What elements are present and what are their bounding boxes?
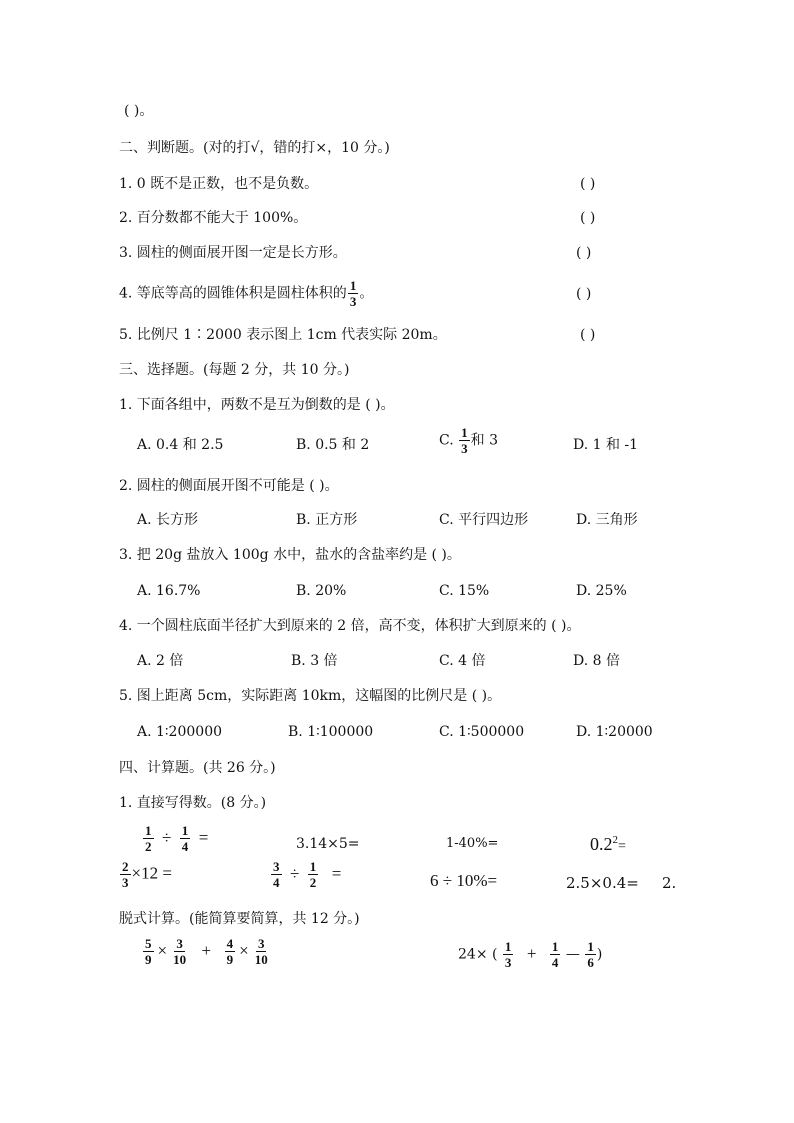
fraction: $\frac{1}{4}$ [181,823,189,854]
calc-r1-e1: $\frac{1}{2}$ ÷ $\frac{1}{4}$ = [145,823,209,854]
calc-r1-e3: 1-40%= [446,836,499,851]
choice-q2-d[interactable]: D. 三角形 [576,512,638,528]
calc-r1-e4: $0.2^2=$ [590,834,626,854]
choice-q3-b[interactable]: B. 20% [296,583,347,599]
choice-q3-d[interactable]: D. 25% [576,583,627,599]
choice-q5-b[interactable]: B. 1∶100000 [288,724,374,740]
fraction: $\frac{1}{3}$ [349,278,357,309]
choice-q4-a[interactable]: A. 2 倍 [137,653,184,669]
fraction: $\frac{1}{3}$ [461,425,468,456]
fraction: $\frac{2}{3}$ [122,859,129,890]
judge-item-3: 3. 圆柱的侧面展开图一定是长方形。 [119,245,347,261]
choice-q1-a[interactable]: A. 0.4 和 2.5 [137,437,224,453]
choice-q5-c[interactable]: C. 1∶500000 [439,724,525,740]
choice-q4-stem: 4. 一个圆柱底面半径扩大到原来的 2 倍，高不变，体积扩大到原来的 ( )。 [119,618,581,634]
calc-r3-a: $\frac{5}{9}$ × $\frac{3}{10}$ + $\frac{4}{9}$ × $\frac{3}{10}$ [145,936,268,967]
answer-paren-end: ( )。 [124,103,154,119]
judge-item-2: 2. 百分数都不能大于 100%。 [119,210,308,226]
choice-q2-a[interactable]: A. 长方形 [137,512,199,528]
choice-q4-c[interactable]: C. 4 倍 [439,653,486,669]
judge-item-5: 5. 比例尺 1∶2000 表示图上 1cm 代表实际 20m。 [119,327,447,343]
fraction: $\frac{1}{2}$ [145,823,152,854]
judge-item-4-end: 。 [359,285,374,302]
choice-q2-stem: 2. 圆柱的侧面展开图不可能是 ( )。 [119,478,339,494]
fraction: $\frac{3}{10}$ [173,936,187,967]
calc-sub1-heading: 1. 直接写得数。(8 分。) [119,795,267,811]
fraction: $\frac{3}{4}$ [273,859,280,890]
choice-q1-d[interactable]: D. 1 和 -1 [573,437,639,453]
choice-q1-c[interactable]: C. $\frac{1}{3}$ 和 3 [439,425,498,456]
calc-r2-e4: 2.5×0.4= [566,874,639,892]
fraction: $\frac{1}{4}$ [551,939,559,970]
judge-paren-5[interactable]: ( ) [580,327,596,343]
choice-q5-a[interactable]: A. 1∶200000 [137,724,223,740]
fraction: $\frac{1}{3}$ [504,939,512,970]
judge-item-4-text: 4. 等底等高的圆锥体积是圆柱体积的 [119,285,347,302]
judge-paren-1[interactable]: ( ) [580,176,596,192]
calc-r2-e3: 6 ÷ 10%= [430,871,498,890]
choice-q1-b[interactable]: B. 0.5 和 2 [296,437,370,453]
choice-q3-stem: 3. 把 20g 盐放入 100g 水中，盐水的含盐率约是 ( )。 [119,547,461,563]
calc-r2-cont: 2. [662,874,677,892]
fraction: $\frac{1}{6}$ [587,939,594,970]
calc-r3-b: 24× ( $\frac{1}{3}$ + $\frac{1}{4}$ — $\frac{1}{6}$ ) [458,939,603,970]
choice-q3-c[interactable]: C. 15% [439,583,490,599]
section2-heading: 二、判断题。(对的打√，错的打×，10 分。) [119,140,390,156]
choice-q2-b[interactable]: B. 正方形 [296,512,358,528]
judge-item-4 [119,279,373,308]
fraction: $\frac{3}{10}$ [254,936,268,967]
calc-sub2-heading: 脱式计算。(能简算要简算，共 12 分。) [119,911,360,927]
judge-paren-2[interactable]: ( ) [580,210,596,226]
calc-r1-e2: 3.14×5= [296,836,360,852]
judge-paren-3[interactable]: ( ) [576,245,592,261]
choice-q1-stem: 1. 下面各组中，两数不是互为倒数的是 ( )。 [119,397,395,413]
choice-q4-b[interactable]: B. 3 倍 [291,653,338,669]
choice-q3-a[interactable]: A. 16.7% [137,583,201,599]
section4-heading: 四、计算题。(共 26 分。) [119,760,276,776]
choice-q5-d[interactable]: D. 1∶20000 [576,724,653,740]
choice-q2-c[interactable]: C. 平行四边形 [439,512,529,528]
judge-item-1: 1. 0 既不是正数，也不是负数。 [119,176,319,192]
calc-r2-e1: $\frac{2}{3}$ ×12 = [122,859,172,890]
fraction: $\frac{4}{9}$ [226,936,234,967]
judge-paren-4[interactable]: ( ) [576,286,592,302]
choice-q5-stem: 5. 图上距离 5cm，实际距离 10km，这幅图的比例尺是 ( )。 [119,688,502,704]
calc-r2-e2: $\frac{3}{4}$ ÷ $\frac{1}{2}$ = [273,859,342,890]
choice-q4-d[interactable]: D. 8 倍 [573,653,620,669]
section3-heading: 三、选择题。(每题 2 分，共 10 分。) [119,362,350,378]
fraction: $\frac{5}{9}$ [145,936,152,967]
fraction: $\frac{1}{2}$ [309,859,317,890]
